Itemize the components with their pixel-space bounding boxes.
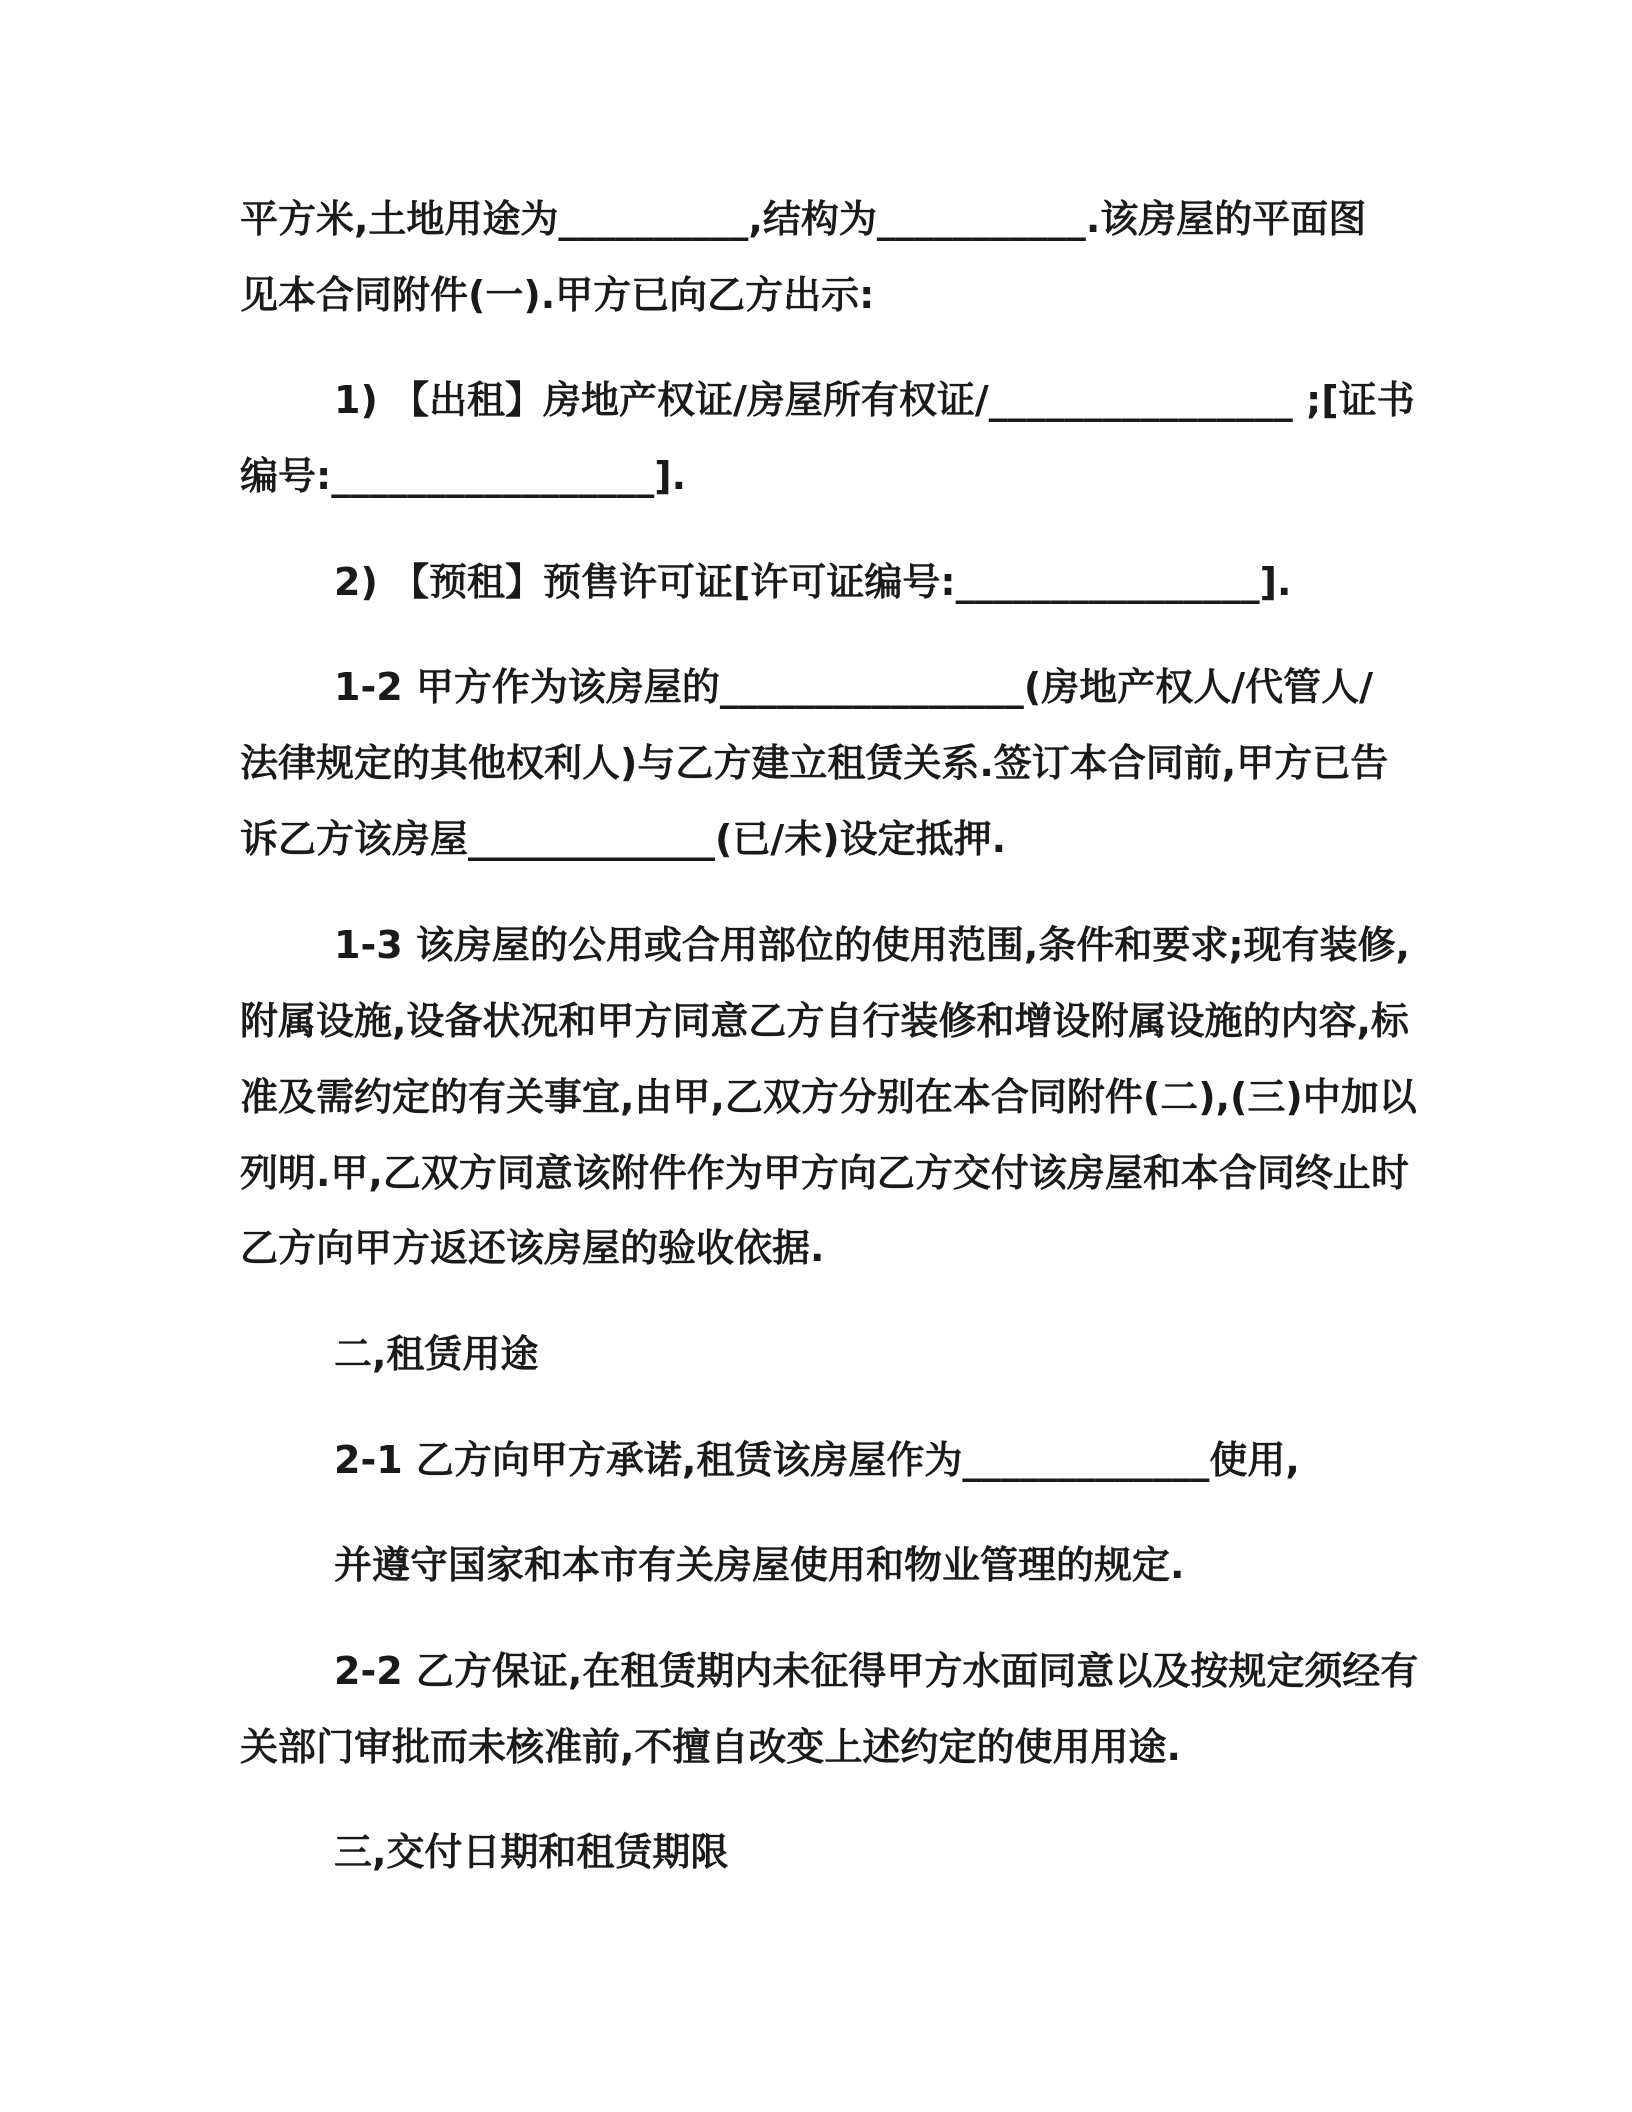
text-line: 法律规定的其他权利人)与乙方建立租赁关系.签订本合同前,甲方已告	[240, 741, 1389, 785]
text-line: 2) 【预租】预售许可证[许可证编号:________________].	[334, 560, 1292, 604]
text-line: 并遵守国家和本市有关房屋使用和物业管理的规定.	[334, 1543, 1185, 1587]
text-line: 2-1 乙方向甲方承诺,租赁该房屋作为_____________使用,	[334, 1438, 1300, 1482]
section-heading: 二,租赁用途	[334, 1332, 539, 1376]
text-line: 准及需约定的有关事宜,由甲,乙双方分别在本合同附件(二),(三)中加以	[240, 1075, 1417, 1119]
text-line: 1-3 该房屋的公用或合用部位的使用范围,条件和要求;现有装修,	[334, 923, 1410, 967]
text-line: 2-2 乙方保证,在租赁期内未征得甲方水面同意以及按规定须经有	[334, 1649, 1419, 1693]
text-line: 编号:_________________].	[240, 454, 686, 498]
text-line: 关部门审批而未核准前,不擅自改变上述约定的使用用途.	[240, 1725, 1181, 1769]
section-heading: 三,交付日期和租赁期限	[334, 1830, 729, 1874]
text-line: 1-2 甲方作为该房屋的________________(房地产权人/代管人/	[334, 665, 1374, 709]
text-line: 附属设施,设备状况和甲方同意乙方自行装修和增设附属设施的内容,标	[240, 999, 1409, 1043]
text-line: 诉乙方该房屋_____________(已/未)设定抵押.	[240, 817, 1007, 861]
text-line: 乙方向甲方返还该房屋的验收依据.	[240, 1226, 825, 1270]
text-line: 平方米,土地用途为__________,结构为___________.该房屋的平面图	[240, 197, 1367, 241]
text-line: 列明.甲,乙双方同意该附件作为甲方向乙方交付该房屋和本合同终止时	[240, 1151, 1409, 1195]
text-line: 1) 【出租】房地产权证/房屋所有权证/________________ ;[证书	[334, 378, 1415, 422]
text-line: 见本合同附件(一).甲方已向乙方出示:	[240, 273, 875, 317]
